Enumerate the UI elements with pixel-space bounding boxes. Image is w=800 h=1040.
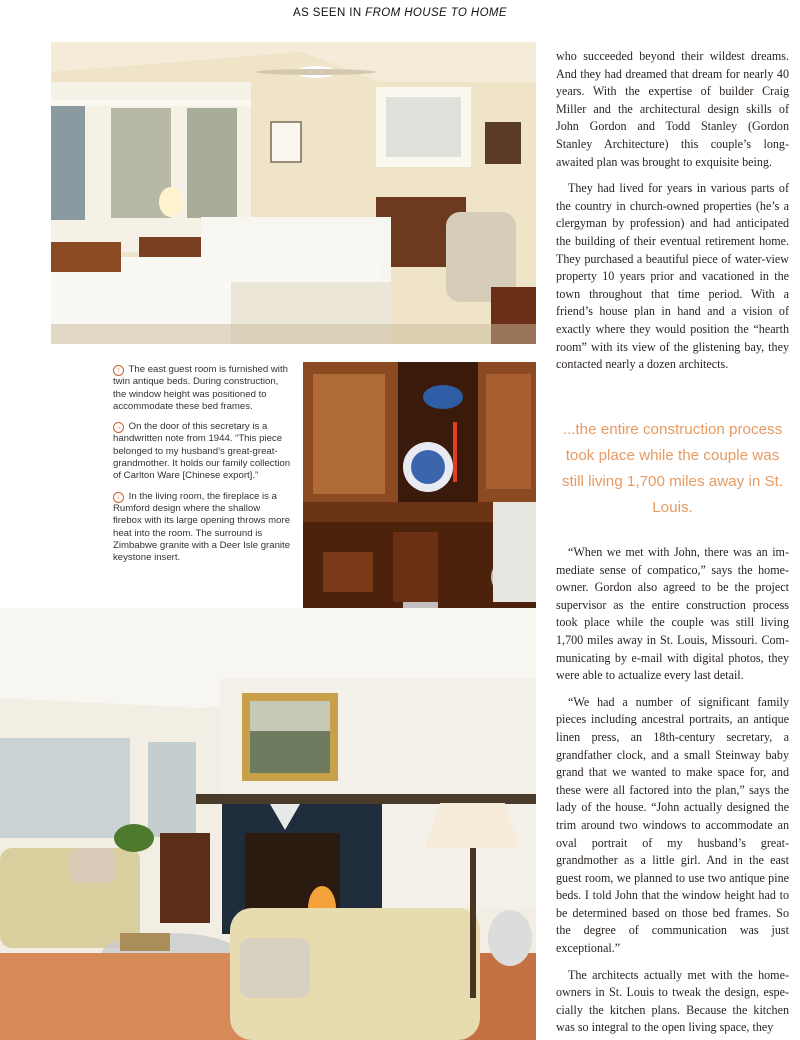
- arrow-up-icon: ↑: [113, 365, 124, 376]
- header-prefix: AS SEEN IN: [293, 7, 366, 19]
- publication-name: FROM HOUSE TO HOME: [365, 7, 507, 19]
- article-column-top: [556, 48, 789, 374]
- article-column-bottom: [556, 544, 789, 1037]
- photo-captions: [113, 364, 291, 572]
- arrow-down-icon: ↓: [113, 492, 124, 503]
- article-paragraph: They had lived for years in various parts of the country in church-owned properties (he’s a clergyman by profession) and had anticipated the building of their eventual retirement home. They purchased a beautiful piece of water-view property 10 years prior and vacationed in the town throughout that time period. With a friend’s house plan in hand and a vision of exactly where they would position the “hearth room” with its view of the glistening bay, they contacted nearly a dozen architects.: [556, 181, 789, 372]
- living-room-photo: [0, 608, 536, 1040]
- caption-text: The east guest room is furnished with twin antique beds. During construction, the window height was positioned to accommodate these bed frames.: [113, 364, 288, 412]
- pull-quote: ...the entire construction process took place while the couple was still living 1,700 miles away in St. Louis.: [561, 421, 784, 516]
- guest-bedroom-photo: [51, 42, 536, 344]
- caption-living-room: [113, 491, 291, 565]
- caption-text: On the door of this secretary is a handwritten note from 1944. “This piece belonged to my husband’s great-great-grandmother. It holds our family collection of Carlton Ware [Chinese export].”: [113, 421, 291, 482]
- caption-text: In the living room, the fireplace is a Rumford design where the shallow firebox with its large opening throws more heat into the room. The surround is Zimbabwe granite with a Deer Isle granite keystone insert.: [113, 490, 291, 564]
- arrow-right-icon: →: [115, 424, 122, 432]
- article-paragraph: “When we met with John, there was an immediate sense of compatico,” says the homeowner. Gordon also agreed to be the project supervisor as the entire construction process took place while the couple was still living 1,700 miles away in St. Louis, Missouri. Communicating by e-mail with digital photos, they were able to actualize every last detail.: [556, 545, 789, 683]
- article-paragraph: “We had a number of significant family pieces including ancestral portraits, an antique linen press, an 18th-century secretary, a grandfather clock, and a small Steinway baby grand that we wanted to make space for, and these were all factored into the plan,” says the lady of the house. “John actually designed the trim around two windows to accommodate an oval portrait of my husband’s great-grandmother as a little girl. And in the east guest room, we planned to use two antique pine beds. I told John that the window height had to be determined based on those bed frames. So the degree of communication was just exceptional.”: [556, 694, 789, 956]
- caption-guest-room: [113, 364, 291, 413]
- article-paragraph: who succeeded beyond their wildest dreams. And they had dreamed that dream for nearly 40 years. With the expertise of builder Craig Miller and the architectural design skills of John Gordon and Todd Stanley (Gordon Stanley Architecture) this couple’s long-awaited plan was brought to exquisite being.: [556, 49, 789, 169]
- article-paragraph: The architects actually met with the homeowners in St. Louis to tweak the design, especially the kitchen plans. Because the kitchen was so integral to the open living space, they: [556, 967, 789, 1035]
- page-header: [0, 7, 800, 19]
- caption-secretary: [113, 421, 291, 482]
